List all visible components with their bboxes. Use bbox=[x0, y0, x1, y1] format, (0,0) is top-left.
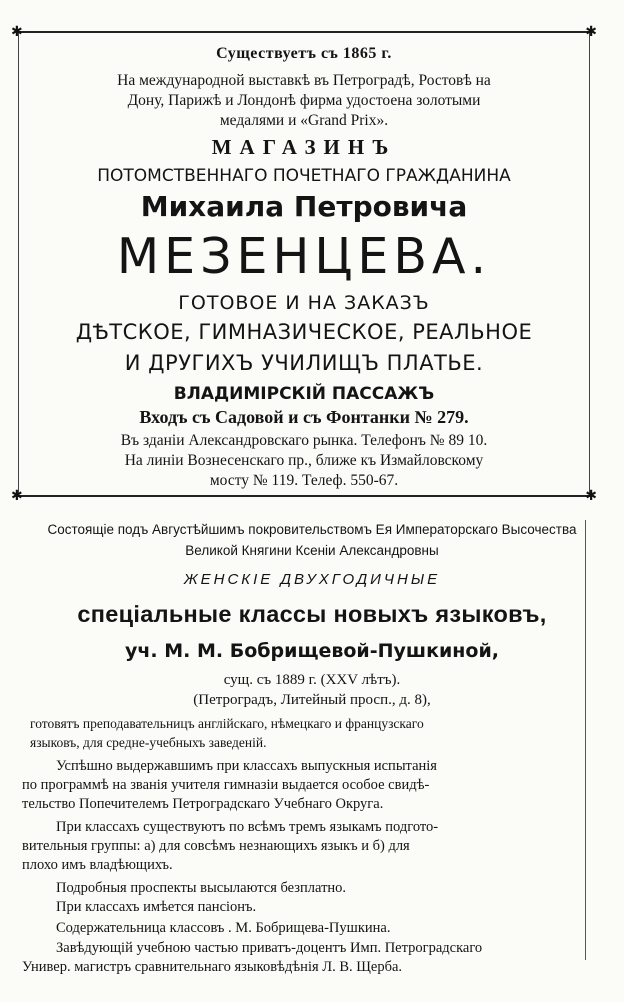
para6-line-1: Завѣдующій учебною частью приватъ-доцентъ Имп. Петроградскаго bbox=[56, 940, 483, 956]
goods-line-1: ГОТОВОЕ И НА ЗАКАЗЪ bbox=[178, 292, 430, 314]
corner-star-icon: ✱ bbox=[11, 488, 23, 504]
para6-line-2: Универ. магистръ сравнительнаго языковѣдѣнія Л. В. Щерба. bbox=[22, 959, 403, 975]
patronage-line-2: Великой Княгини Ксеніи Александровны bbox=[185, 543, 439, 558]
para2-line-2: вительныя группы: а) для совсѣмъ незнающихъ языкъ и б) для bbox=[22, 838, 410, 854]
para4: При классахъ имѣется пансіонъ. bbox=[56, 899, 257, 915]
owner-title: ПОТОМСТВЕННАГО ПОЧЕТНАГО ГРАЖДАНИНА bbox=[97, 166, 511, 186]
address-line: (Петроградъ, Литейный просп., д. 8), bbox=[193, 692, 431, 708]
para5: Содержательница классовъ . М. Бобрищева-Пушкина. bbox=[56, 920, 391, 936]
store-advertisement bbox=[11, 24, 597, 504]
awards-line-1: На международной выставкѣ въ Петроградѣ, Ростовѣ на bbox=[117, 72, 491, 89]
branch-line-3: мосту № 119. Телеф. 550-67. bbox=[209, 472, 399, 489]
prepares-line-1: готовятъ преподавательницъ англійскаго, нѣмецкаго и французскаго bbox=[30, 716, 424, 731]
para2-line-3: плохо имъ владѣющихъ. bbox=[22, 857, 173, 873]
course-type: ЖЕНСКІЕ ДВУХГОДИЧНЫЕ bbox=[183, 571, 441, 588]
goods-line-3: И ДРУГИХЪ УЧИЛИЩЪ ПЛАТЬЕ. bbox=[124, 351, 484, 375]
awards-line-2: Дону, Парижѣ и Лондонѣ фирма удостоена золотыми bbox=[127, 92, 481, 109]
branch-line-2: На линіи Вознесенскаго пр., ближе къ Измайловскому bbox=[124, 452, 484, 469]
founder-line: уч. М. М. Бобрищевой-Пушкиной, bbox=[124, 640, 499, 662]
courses-advertisement bbox=[0, 500, 624, 1002]
para1-line-1: Успѣшно выдержавшимъ при классахъ выпускныя испытанія bbox=[56, 758, 437, 774]
corner-star-icon: ✱ bbox=[585, 24, 597, 40]
para2-line-1: При классахъ существуютъ по всѣмъ тремъ языкамъ подгото- bbox=[56, 819, 439, 835]
corner-star-icon: ✱ bbox=[11, 24, 23, 40]
corner-star-icon: ✱ bbox=[585, 488, 597, 504]
course-name: спеціальные классы новыхъ языковъ, bbox=[77, 601, 547, 627]
store-label: МАГАЗИНЪ bbox=[211, 135, 397, 159]
para1-line-3: тельство Попечителемъ Петроградскаго Учебнаго Округа. bbox=[22, 796, 384, 812]
patronage-line-1: Состоящіе подъ Августѣйшимъ покровительствомъ Ея Императорскаго Высочества bbox=[47, 522, 577, 537]
branch-line-1: Въ зданіи Александровскаго рынка. Телефонъ № 89 10. bbox=[120, 432, 488, 449]
entrance-line: Входъ съ Садовой и съ Фонтанки № 279. bbox=[139, 407, 469, 427]
since-line: сущ. съ 1889 г. (XXV лѣтъ). bbox=[223, 672, 401, 688]
owner-name: Михаила Петровича bbox=[140, 190, 468, 223]
established-line: Существуетъ съ 1865 г. bbox=[216, 45, 392, 62]
para3: Подробныя проспекты высылаются безплатно. bbox=[56, 880, 347, 896]
prepares-line-2: языковъ, для средне-учебныхъ заведеній. bbox=[30, 735, 267, 750]
para1-line-2: по программѣ на званія учителя гимназіи выдается особое свидѣ- bbox=[22, 777, 430, 793]
goods-line-2: ДѢТСКОЕ, ГИМНАЗИЧЕСКОЕ, РЕАЛЬНОЕ bbox=[75, 320, 533, 344]
owner-surname: МЕЗЕНЦЕВА. bbox=[116, 228, 492, 285]
location-line: ВЛАДИМІРСКІЙ ПАССАЖЪ bbox=[173, 384, 435, 404]
awards-line-3: медалями и «Grand Prix». bbox=[219, 112, 389, 129]
